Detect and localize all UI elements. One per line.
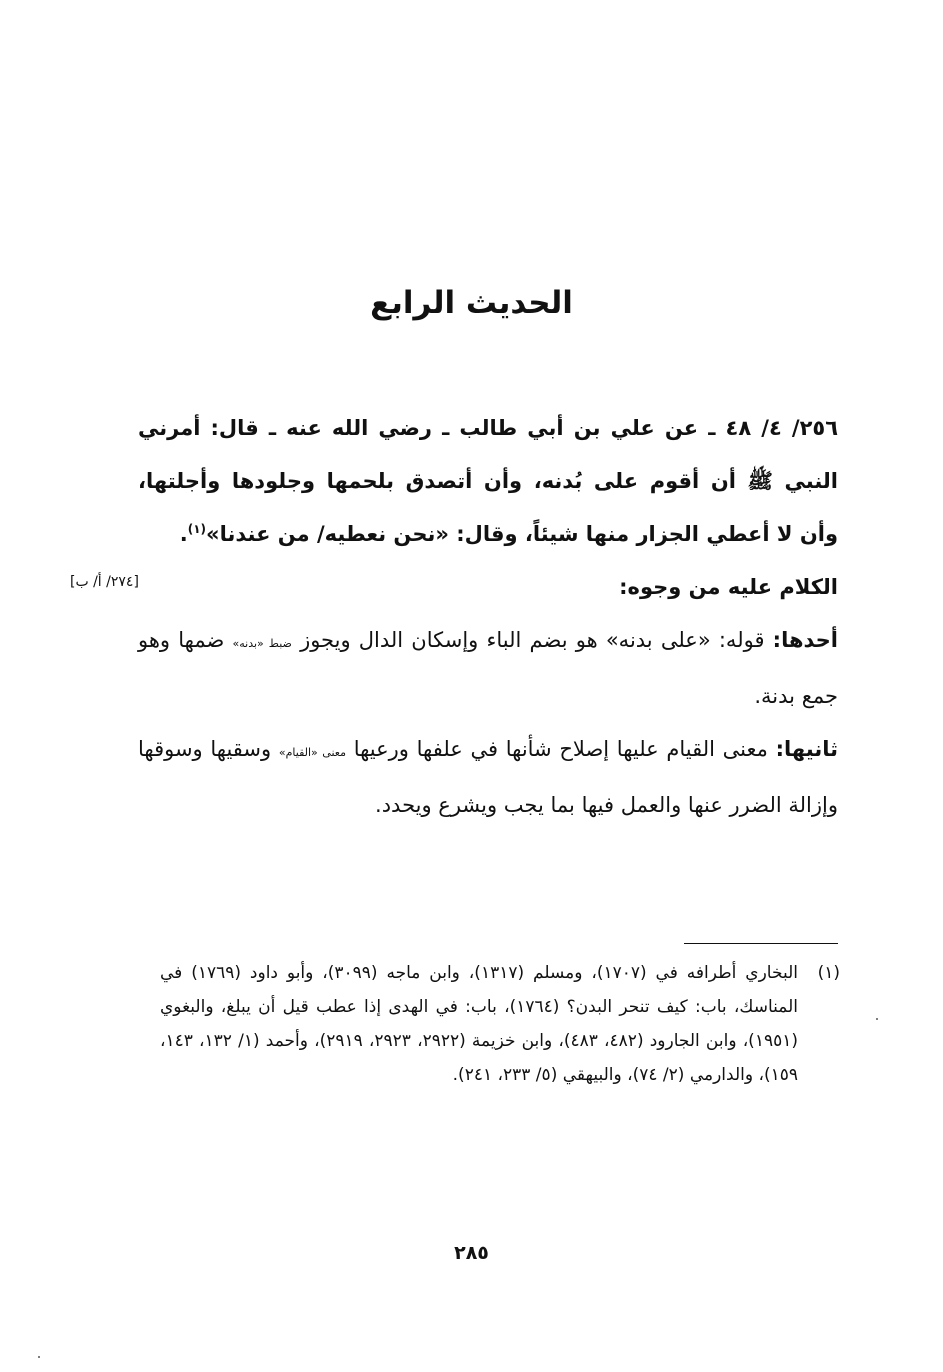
point-2-label: ثانيها: <box>775 737 838 761</box>
footnote-number: (١) <box>817 963 840 983</box>
main-text <box>138 402 838 832</box>
point-1-text: قوله: «على بدنه» هو بضم الباء وإسكان الدال ويجوز <box>300 628 765 652</box>
chapter-title: الحديث الرابع <box>370 285 573 321</box>
point-2-text-continued: وسقيها وسوقها وإزالة الضرر عنها والعمل فيها بما يجب ويشرع ويحدد. <box>138 737 838 817</box>
footnotes <box>160 956 840 1092</box>
point-1-text-continued: ضمها وهو جمع بدنة. <box>138 628 838 708</box>
commentary-heading: الكلام عليه من وجوه: <box>619 575 838 599</box>
footnote-text: البخاري أطرافه في (١٧٠٧)، ومسلم (١٣١٧)، وابن ماجه (٣٠٩٩)، وأبو داود (١٧٦٩) في المناسك، باب: كيف تنحر البدن؟ (١٧٦٤)، باب: في الهدى إذا عطب قيل أن يبلغ، والبغوي (١٩٥١)، وابن الجارود (٤٨٢، ٤٨٣)، وابن خزيمة (٢٩٢٢، ٢٩٢٣، ٢٩١٩)، وأحمد (١/ ١٣٢، ١٤٣، ١٥٩)، والدارمي (٢/ ٧٤)، والبيهقي (٥/ ٢٣٣، ٢٤١). <box>160 963 798 1085</box>
manuscript-folio-reference: [٢٧٤/ أ/ ب] <box>70 574 139 590</box>
commentary-point-1 <box>138 614 838 723</box>
point-1-label: أحدها: <box>772 628 838 652</box>
scan-speck <box>876 1018 878 1020</box>
commentary-point-2 <box>138 723 838 832</box>
footnote-marker[interactable]: (١) <box>187 522 207 536</box>
hadith-end: . <box>179 522 188 546</box>
scan-speck <box>38 1356 40 1358</box>
footnote-item <box>160 956 840 1092</box>
point-2-side-note: معنى «القيام» <box>278 746 346 759</box>
hadith-number: ٢٥٦/ ٤/ ٤٨ <box>725 416 839 440</box>
point-2-text: معنى القيام عليها إصلاح شأنها في علفها ورعيها <box>353 737 768 761</box>
page-number: ٢٨٥ <box>454 1242 489 1264</box>
hadith-text: ـ عن علي بن أبي طالب ـ رضي الله عنه ـ قال: أمرني النبي ﷺ أن أقوم على بُدنه، وأن أتصدق بلحمها وجلودها وأجلتها، وأن لا أعطي الجزار منها شيئاً، وقال: «نحن نعطيه/ من عندنا» <box>138 416 838 546</box>
hadith-paragraph <box>138 402 838 561</box>
footnote-separator <box>684 943 838 944</box>
point-1-side-note: ضبط «بدنه» <box>232 637 292 650</box>
